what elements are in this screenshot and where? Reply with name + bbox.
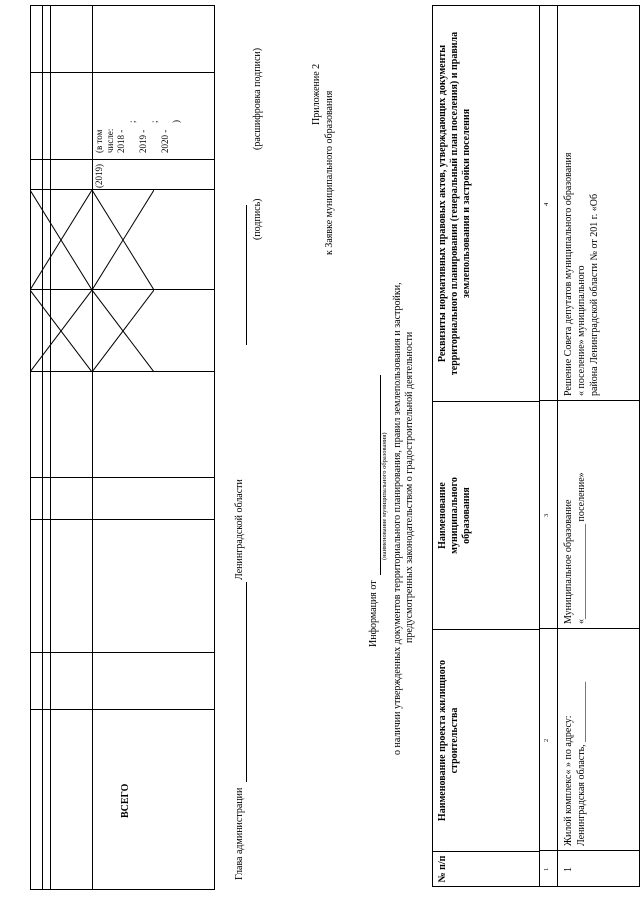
col-header-mo: Наименование муниципального образования [433,401,539,629]
region-label: Ленинградской области [234,479,245,580]
plans-table [432,5,640,887]
info-caption: (наименование муниципального образования) [381,432,388,560]
head-label: Глава администрации [234,787,245,880]
year-2019-label: (2019) [94,164,104,188]
col-header-num: № п/п [433,851,539,886]
info-line-1: о наличии утвержденных документов территориального планирования, правил землепользования и застройки, [392,282,403,755]
row-mo-line2: «___________________ поселение» [576,472,587,624]
incl-years-block: (в том числе: 2018 - ; 2019 - ; 2020 - ) [94,120,181,153]
col-num-2: 2 [543,738,550,742]
appendix-subtitle: к Заявке муниципального образования [324,90,335,255]
row-req-line1: Решение Совета депутатов муниципального образования [563,152,574,396]
crossed-cell-3 [30,190,92,290]
col-num-1: 1 [543,867,550,871]
info-line-2: предусмотренных законодательством о градостроительной деятельности [404,331,415,643]
total-label: ВСЕГО [120,783,131,818]
crossed-cell-1 [30,290,92,372]
row-req-line2: « поселение» муниципального [576,265,587,396]
summary-table [30,5,215,890]
row-num: 1 [563,867,574,872]
row-project-line2: Ленинградская область, ____________ [576,681,587,846]
col-num-4: 4 [543,202,550,206]
sign-caption: (подпись) [252,198,263,240]
decode-caption: (расшифровка подписи) [252,47,263,150]
row-project-line1: Жилой комплекс« » по адресу: [563,715,574,846]
info-title: Информация от [368,580,379,647]
col-header-project: Наименование проекта жилищного строительства [433,629,539,851]
row-req-line3: района Ленинградской области № от 201 г. «Об [589,193,600,396]
crossed-cell-2 [92,290,154,372]
row-mo-line1: Муниципальное образование [563,499,574,624]
col-header-requisites: Реквизиты нормативных правовых актов, утверждающих документы территориального планирования (генеральный план поселения) и правила землепользования и застройки поселения [437,31,472,376]
crossed-cell-4 [92,190,154,290]
col-num-3: 3 [543,513,550,517]
appendix-title: Приложение 2 [311,63,322,125]
